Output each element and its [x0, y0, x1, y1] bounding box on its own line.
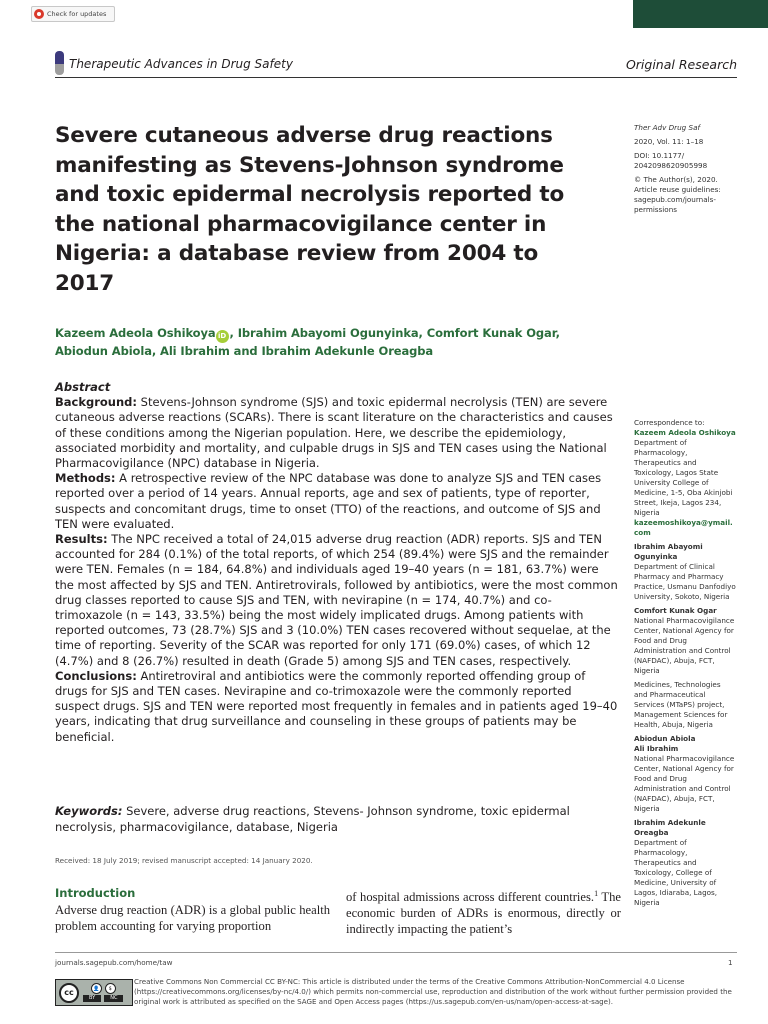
- conclusions-label: Conclusions:: [55, 668, 137, 683]
- article-type: Original Research: [625, 57, 737, 72]
- author6-name: Ibrahim Adekunle Oreagba: [634, 818, 706, 837]
- abstract: [55, 380, 618, 745]
- abstract-methods: [55, 471, 618, 532]
- received-date: Received: 18 July 2019; revised manuscript accepted: 14 January 2020.: [55, 856, 313, 865]
- keywords-label: Keywords:: [55, 804, 123, 818]
- cc-license-badge[interactable]: [55, 979, 133, 1006]
- article-title: Severe cutaneous adverse drug reactions manifesting as Stevens-Johnson syndrome and toxic epidermal necrolysis reported to the national pharmacovigilance center in Nigeria: a database review from 2004 to 2017: [55, 123, 565, 296]
- updates-icon: [34, 9, 44, 19]
- corresponding-address: Department of Pharmacology, Therapeutics and Toxicology, Lagos State University College of Medicine, 1-5, Oba Akinjobi Street, Ikeja, Lagos 234, Nigeria: [634, 438, 733, 517]
- abstract-conclusions: [55, 669, 618, 745]
- abstract-results: [55, 532, 618, 669]
- journal-logo-icon: [55, 51, 64, 75]
- cc-by-label: BY: [83, 995, 101, 1002]
- cc-icon: cc: [59, 983, 79, 1003]
- cc-nc-label: NC: [104, 995, 123, 1002]
- article-meta: [634, 123, 736, 215]
- author3-affiliation: National Pharmacovigilance Center, National Agency for Food and Drug Administration and Control (NAFDAC), Abuja, FCT, Nigeria: [634, 616, 735, 675]
- author2-affiliation: Department of Clinical Pharmacy and Pharmacy Practice, Usmanu Danfodiyo University, Sokoto, Nigeria: [634, 562, 736, 601]
- author45-affiliation: National Pharmacovigilance Center, National Agency for Food and Drug Administration and Control (NAFDAC), Abuja, FCT, Nigeria: [634, 754, 735, 813]
- author2-name: Ibrahim Abayomi Ogunyinka: [634, 542, 703, 561]
- volume-info: 2020, Vol. 11: 1–18: [634, 137, 704, 146]
- background-text: Stevens-Johnson syndrome (SJS) and toxic epidermal necrolysis (TEN) are severe cutaneous adverse reactions (SCARs). There is scant literature on the characteristics and causes of these conditions among the Nigerian population. Here, we describe the epidemiology, associated morbidity and mortality, and culpable drugs in SJS and TEN cases using the National Pharmacovigilance (NPC) database in Nigeria.: [55, 395, 613, 471]
- background-label: Background:: [55, 395, 137, 410]
- page-number: 1: [728, 958, 733, 967]
- orcid-icon[interactable]: iD: [216, 330, 229, 343]
- journal-color-tab: [633, 0, 768, 28]
- copyright: © The Author(s), 2020. Article reuse guidelines: sagepub.com/journals-permissions: [634, 175, 721, 214]
- journal-abbrev: Ther Adv Drug Saf: [634, 123, 701, 132]
- author6-affiliation: Department of Pharmacology, Therapeutics and Toxicology, College of Medicine, University of Lagos, Idiaraba, Lagos, Nigeria: [634, 838, 718, 907]
- results-label: Results:: [55, 532, 108, 547]
- reference-1[interactable]: 1: [594, 889, 599, 898]
- abstract-heading: Abstract: [55, 380, 111, 394]
- author4-name: Abiodun Abiola: [634, 734, 696, 743]
- by-person-icon: 👤: [91, 983, 102, 994]
- nc-dollar-icon: $: [105, 983, 116, 994]
- author5-name: Ali Ibrahim: [634, 744, 679, 753]
- author-rest: , Ibrahim Abayomi Ogunyinka, Comfort Kunak Ogar, Abiodun Abiola, Ali Ibrahim and Ibrahim Adekunle Oreagba: [55, 326, 560, 358]
- check-for-updates-button[interactable]: [31, 6, 115, 22]
- intro-col2-end: The economic burden of ADRs is enormous, directly or indirectly impacting the patient’s: [346, 890, 621, 937]
- intro-column-1: Adverse drug reaction (ADR) is a global public health problem accounting for varying proportion: [55, 903, 330, 933]
- journal-name: Therapeutic Advances in Drug Safety: [69, 57, 293, 71]
- journal-header: [55, 51, 737, 78]
- methods-label: Methods:: [55, 471, 116, 486]
- introduction-heading: Introduction: [55, 886, 136, 900]
- keywords: [55, 804, 618, 835]
- updates-label: Check for updates: [47, 10, 107, 18]
- journal-url[interactable]: journals.sagepub.com/home/taw: [55, 958, 173, 967]
- conclusions-text: Antiretroviral and antibiotics were the commonly reported offending group of drugs for SJS and TEN cases. Nevirapine and co-trimoxazole were the commonly reported suspect drugs. SJS and TEN were reported most frequently in females and in patients aged 19–40 years, indicating that drug surveillance and counseling in these groups of patients may be beneficial.: [55, 668, 618, 744]
- doi[interactable]: DOI: 10.1177/ 2042098620905998: [634, 151, 708, 170]
- correspondence-label: Correspondence to:: [634, 418, 705, 427]
- corresponding-author: Kazeem Adeola Oshikoya: [634, 428, 736, 437]
- intro-column-2: [346, 886, 621, 937]
- cc-terms: [83, 983, 123, 1002]
- keywords-text: Severe, adverse drug reactions, Stevens- Johnson syndrome, toxic epidermal necrolysis, pharmacovigilance, database, Nigeria: [55, 804, 570, 834]
- footer-divider: [55, 952, 737, 953]
- intro-col2-start: of hospital admissions across different countries.: [346, 890, 595, 905]
- results-text: The NPC received a total of 24,015 adverse drug reaction (ADR) reports. SJS and TEN accounted for 284 (0.1%) of the total reports, of which 254 (89.4%) were SJS and the remainder were TEN. Females (n = 184, 64.8%) and individuals aged 19–40 years (n = 181, 63.7%) were the most affected by SJS and TEN. Antiretrovirals, followed by antibiotics, were the most common drug classes reported to cause SJS and TEN, with nevirapine (n = 174, 40.7%) and co-trimoxazole (n = 143, 33.5%) being the most widely implicated drugs. Among patients with reported outcomes, 73 (28.7%) SJS and 3 (10.0%) TEN cases recovered without sequelae, at the time of reporting. Severity of the SCAR was reported for only 171 (69.0%) cases, of which 12 (4.7%) and 8 (26.7%) resulted in death (Grade 5) among SJS and TEN cases, respectively.: [55, 532, 618, 668]
- methods-text: A retrospective review of the NPC database was done to analyze SJS and TEN cases reported over a period of 14 years. Annual reports, age and sex of patients, type of reporter, suspects and concomitant drugs, time to onset (TTO) of the reactions, and outcome of SJS and TEN were evaluated.: [55, 471, 602, 531]
- author3-affiliation-2: Medicines, Technologies and Pharmaceutical Services (MTaPS) project, Management Sciences for Health, Abuja, Nigeria: [634, 680, 728, 729]
- author-list: [55, 325, 575, 359]
- license-text: Creative Commons Non Commercial CC BY-NC: This article is distributed under the terms of the Creative Commons Attribution-NonCommercial 4.0 License (https://creativecommons.org/licenses/by-nc/4.0/) which permits non-commercial use, reproduction and distribution of the work without further permission provided the original work is attributed as specified on the SAGE and Open Access pages (https://us.sagepub.com/en-us/nam/open-access-at-sage).: [134, 977, 732, 1006]
- author3-name: Comfort Kunak Ogar: [634, 606, 717, 615]
- abstract-background: [55, 395, 618, 471]
- author-first[interactable]: Kazeem Adeola Oshikoya: [55, 326, 216, 340]
- corresponding-email[interactable]: kazeemoshikoya@ymail.com: [634, 518, 733, 537]
- correspondence-block: [634, 418, 736, 908]
